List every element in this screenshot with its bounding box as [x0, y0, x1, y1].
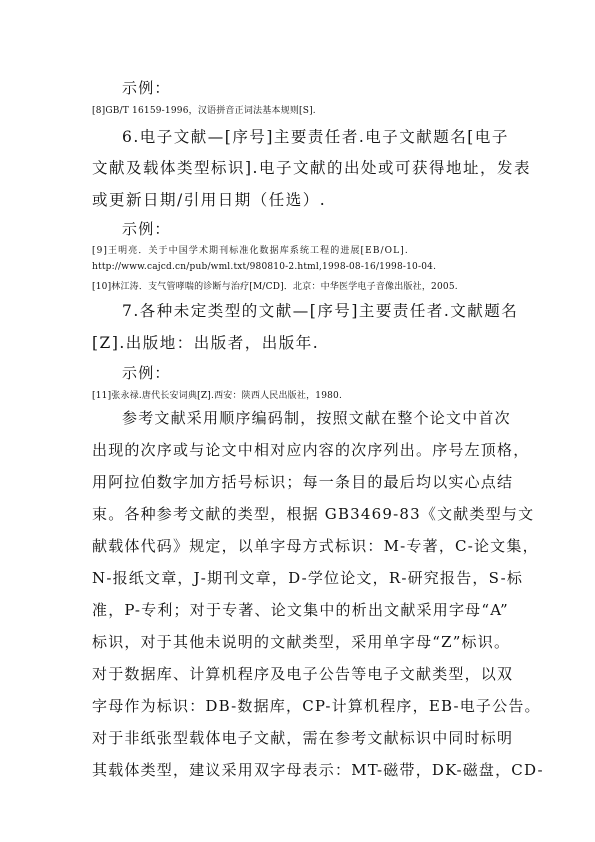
paragraph-line: 对于非纸张型载体电子文献，需在参考文献标识中同时标明	[92, 729, 514, 747]
paragraph-line: 对于数据库、计算机程序及电子公告等电子文献类型，以双	[92, 665, 514, 683]
example-label: 示例：	[122, 364, 171, 382]
paragraph-line: N-报纸文章，J-期刊文章，D-学位论文，R-研究报告，S-标	[92, 569, 524, 587]
paragraph-line: 其载体类型，建议采用双字母表示：MT-磁带，DK-磁盘，CD-	[92, 761, 544, 779]
paragraph-line: 准，P-专利；对于专著、论文集中的析出文献采用字母“A”	[92, 601, 509, 619]
format-rule-6-line-1: 6.电子文献—[序号]主要责任者.电子文献题名[电子	[122, 128, 509, 146]
paragraph-line: 字母作为标识：DB-数据库，CP-计算机程序，EB-电子公告。	[92, 697, 541, 715]
paragraph-line: 用阿拉伯数字加方括号标识；每一条目的最后均以实心点结	[92, 473, 514, 491]
format-rule-6-line-2: 文献及载体类型标识].电子文献的出处或可获得地址，发表	[92, 159, 531, 177]
reference-entry-11: [11]张永禄.唐代长安词典[Z].西安：陕西人民出版社，1980.	[92, 391, 343, 401]
format-rule-6-line-3: 或更新日期/引用日期（任选）.	[92, 191, 327, 209]
example-label: 示例：	[122, 220, 171, 238]
paragraph-line: 出现的次序或与论文中相对应内容的次序列出。序号左顶格，	[92, 441, 530, 459]
paragraph-line: 参考文献采用顺序编码制，按照文献在整个论文中首次	[122, 409, 511, 427]
reference-entry-9-line-2: http://www.cajcd.cn/pub/wml.txt/980810-2.html,1998-08-16/1998-10-04.	[92, 262, 437, 272]
reference-entry-10: [10]林江涛．支气管哮喘的诊断与治疗[M/CD]．北京：中华医学电子音像出版社，2005.	[92, 282, 458, 292]
format-rule-7-line-2: [Z].出版地：出版者，出版年.	[92, 334, 320, 352]
example-label: 示例：	[122, 79, 171, 97]
reference-entry-8: [8]GB/T 16159-1996，汉语拼音正词法基本规则[S].	[92, 106, 316, 116]
paragraph-line: 献载体代码》规定，以单字母方式标识：M-专著，C-论文集，	[92, 537, 539, 555]
paragraph-line: 标识，对于其他未说明的文献类型，采用单字母“Z”标识。	[92, 633, 511, 651]
paragraph-line: 束。各种参考文献的类型，根据 GB3469-83《文献类型与文	[92, 505, 535, 523]
reference-entry-9-line-1: [9]王明亮．关于中国学术期刊标准化数据库系统工程的进展[EB/OL].	[92, 246, 409, 256]
format-rule-7-line-1: 7.各种未定类型的文献—[序号]主要责任者.文献题名	[122, 302, 519, 320]
